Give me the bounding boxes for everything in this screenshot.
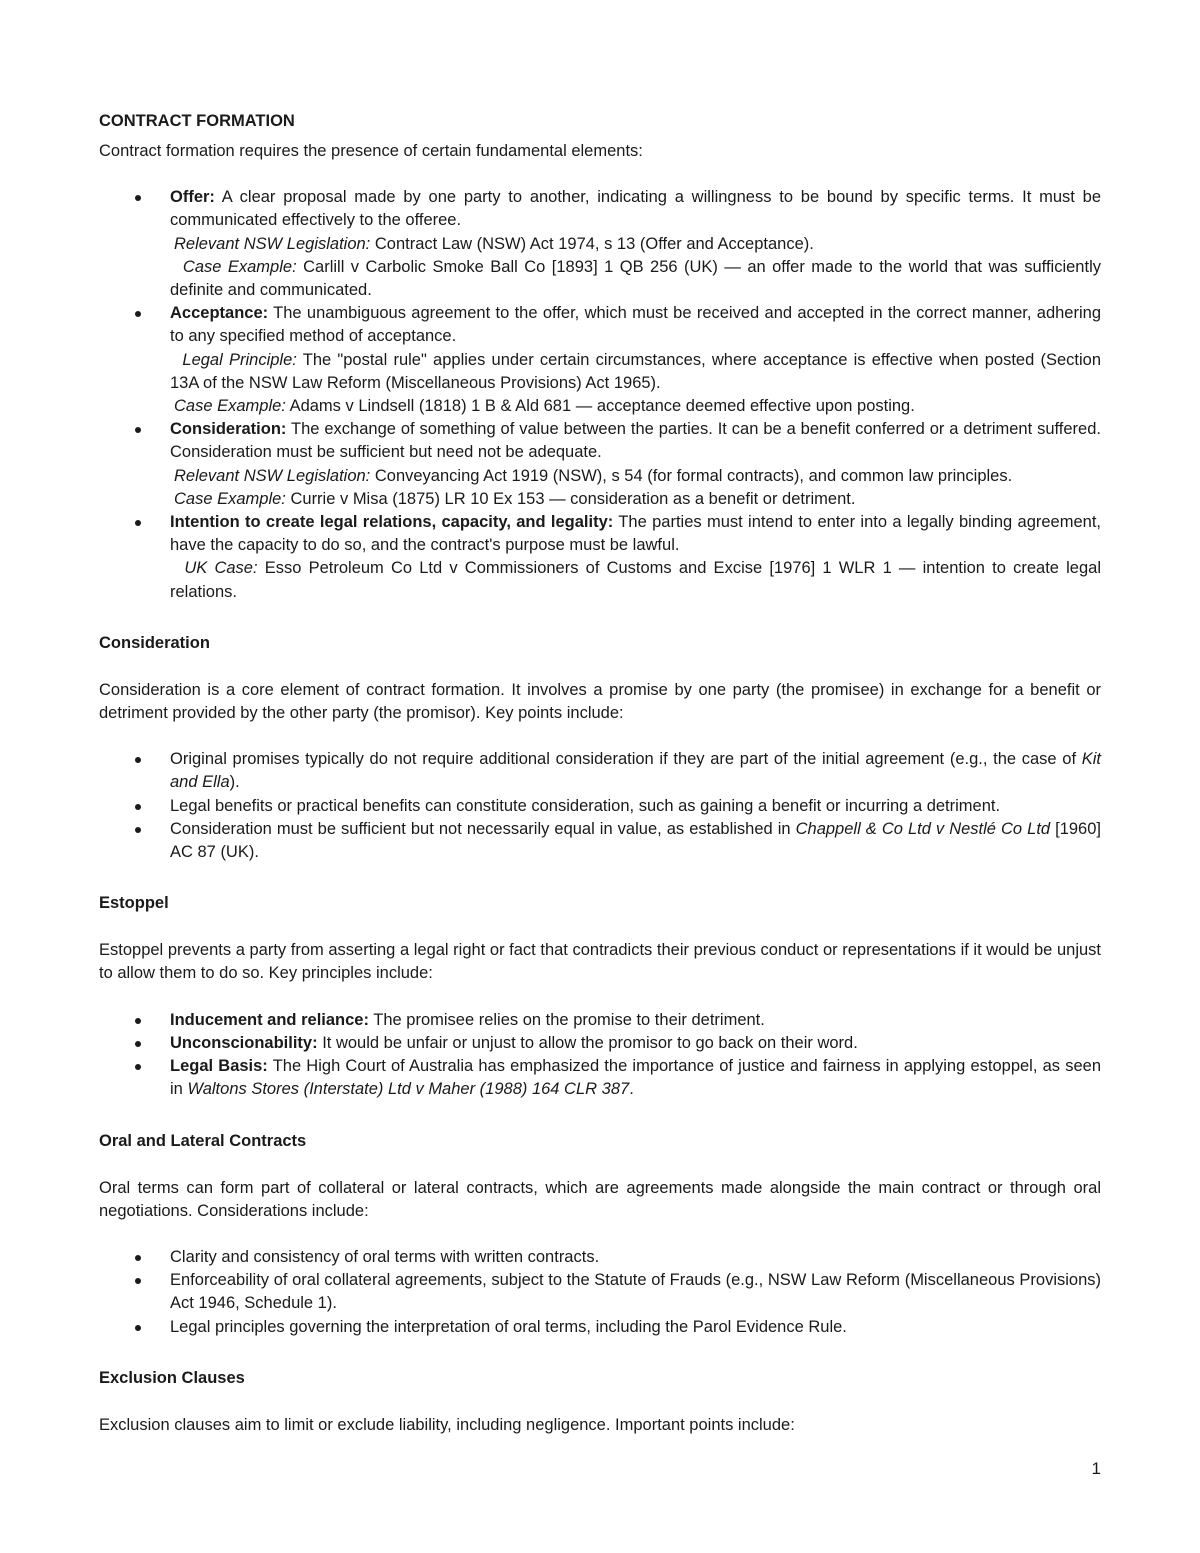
- note-label: UK Case:: [184, 559, 258, 578]
- list-item: [99, 1032, 1101, 1055]
- document-page: [99, 110, 1101, 1437]
- case-name: Chappell & Co Ltd v Nestlé Co Ltd: [795, 819, 1051, 838]
- note-label: Relevant NSW Legislation:: [174, 234, 371, 253]
- heading-exclusion-clauses: Exclusion Clauses: [99, 1368, 245, 1387]
- note-text: Carlill v Carbolic Smoke Ball Co [1893] 1 QB 256 (UK) — an offer made to the world that was sufficiently definite and communicated.: [170, 257, 1101, 300]
- acceptance-text: The unambiguous agreement to the offer, which must be received and accepted in the correct manner, adhering to any specified method of acceptance.: [170, 304, 1101, 346]
- offer-text: A clear proposal made by one party to another, indicating a willingness to be bound by specific terms. It must be communicated effectively to the offeree.: [170, 188, 1101, 230]
- note-text: Currie v Misa (1875) LR 10 Ex 153 — consideration as a benefit or detriment.: [285, 489, 856, 508]
- offer-legislation: [170, 233, 1101, 256]
- item-text: Consideration must be sufficient but not necessarily equal in value, as established in: [170, 819, 796, 838]
- term-offer: Offer:: [170, 188, 215, 207]
- intro-paragraph: Contract formation requires the presence of certain fundamental elements:: [99, 142, 643, 160]
- offer-case: [170, 256, 1101, 302]
- list-item: Legal principles governing the interpretation of oral terms, including the Parol Evidence Rule.: [99, 1316, 1101, 1339]
- note-text: Conveyancing Act 1919 (NSW), s 54 (for formal contracts), and common law principles.: [370, 466, 1013, 485]
- list-item: [99, 1055, 1101, 1101]
- exclusion-paragraph: Exclusion clauses aim to limit or exclude liability, including negligence. Important points include:: [99, 1415, 795, 1434]
- list-item: [99, 1009, 1101, 1032]
- elements-list: [99, 186, 1101, 604]
- consideration-list: [99, 748, 1101, 864]
- oral-list: [99, 1246, 1101, 1339]
- term-intention: Intention to create legal relations, capacity, and legality:: [170, 513, 614, 532]
- case-name: Waltons Stores (Interstate) Ltd v Maher (1988) 164 CLR 387: [187, 1080, 630, 1099]
- term-consideration: Consideration:: [170, 420, 287, 439]
- list-item-offer: [99, 186, 1101, 302]
- consideration-text: The exchange of something of value between the parties. It can be a benefit conferred or a detriment suffered. Consideration must be sufficient but need not be adequate.: [170, 420, 1101, 462]
- item-text: [1960] AC 87 (UK).: [170, 819, 1101, 862]
- note-label: Case Example:: [182, 257, 297, 276]
- intention-case: [170, 557, 1101, 603]
- page-number: 1: [1091, 1459, 1101, 1478]
- estoppel-paragraph: Estoppel prevents a party from asserting a legal right or fact that contradicts their previous conduct or representations if it would be unjust to allow them to do so. Key principles include:: [99, 941, 1101, 983]
- item-text: ).: [229, 773, 240, 792]
- list-item: [99, 748, 1101, 794]
- note-label: Legal Principle:: [182, 350, 297, 369]
- list-item-intention: [99, 511, 1101, 604]
- note-label: Case Example:: [174, 489, 286, 508]
- item-text: .: [629, 1080, 634, 1099]
- list-item-acceptance: [99, 302, 1101, 418]
- item-term: Inducement and reliance:: [170, 1010, 369, 1029]
- note-text: Esso Petroleum Co Ltd v Commissioners of Customs and Excise [1976] 1 WLR 1 — intention to create legal relations.: [170, 559, 1101, 601]
- oral-paragraph: Oral terms can form part of collateral or lateral contracts, which are agreements made alongside the main contract or through oral negotiations. Considerations include:: [99, 1178, 1101, 1220]
- list-item: Clarity and consistency of oral terms with written contracts.: [99, 1246, 1101, 1269]
- list-item: [99, 818, 1101, 864]
- case-name: Kit and Ella: [170, 750, 1101, 792]
- consideration-paragraph: Consideration is a core element of contract formation. It involves a promise by one party (the promisee) in exchange for a benefit or detriment provided by the other party (the promisor). Key points include:: [99, 680, 1101, 723]
- note-label: Case Example:: [174, 397, 286, 416]
- item-text: The promisee relies on the promise to their detriment.: [368, 1010, 765, 1029]
- acceptance-case: [170, 395, 1101, 418]
- item-text: The High Court of Australia has emphasized the importance of justice and fairness in applying estoppel, as seen in: [170, 1057, 1101, 1099]
- consideration-legislation: [170, 465, 1101, 488]
- note-text: Contract Law (NSW) Act 1974, s 13 (Offer and Acceptance).: [370, 234, 814, 253]
- item-term: Unconscionability:: [170, 1033, 318, 1052]
- consideration-case: [170, 488, 1101, 511]
- item-term: Legal Basis:: [170, 1057, 268, 1076]
- note-text: The "postal rule" applies under certain circumstances, where acceptance is effective when posted (Section 13A of the NSW Law Reform (Miscellaneous Provisions) Act 1965).: [170, 350, 1101, 392]
- term-acceptance: Acceptance:: [170, 304, 269, 323]
- list-item-consideration: [99, 418, 1101, 511]
- item-text: Original promises typically do not require additional consideration if they are part of the initial agreement (e.g., the case of: [170, 750, 1082, 769]
- heading-estoppel: Estoppel: [99, 894, 169, 913]
- item-text: It would be unfair or unjust to allow the promisor to go back on their word.: [317, 1033, 858, 1052]
- list-item: Legal benefits or practical benefits can constitute consideration, such as gaining a benefit or incurring a detriment.: [99, 795, 1101, 818]
- intention-text: The parties must intend to enter into a legally binding agreement, have the capacity to do so, and the contract's purpose must be lawful.: [170, 513, 1102, 555]
- acceptance-principle: [170, 349, 1101, 395]
- heading-consideration: Consideration: [99, 633, 210, 652]
- heading-oral-contracts: Oral and Lateral Contracts: [99, 1131, 307, 1150]
- estoppel-list: [99, 1009, 1101, 1102]
- note-label: Relevant NSW Legislation:: [174, 466, 371, 485]
- list-item: Enforceability of oral collateral agreements, subject to the Statute of Frauds (e.g., NSW Law Reform (Miscellaneous Provisions) Act 1946, Schedule 1).: [99, 1269, 1101, 1315]
- note-text: Adams v Lindsell (1818) 1 B & Ald 681 — acceptance deemed effective upon posting.: [285, 397, 915, 416]
- doc-title: CONTRACT FORMATION: [99, 112, 295, 130]
